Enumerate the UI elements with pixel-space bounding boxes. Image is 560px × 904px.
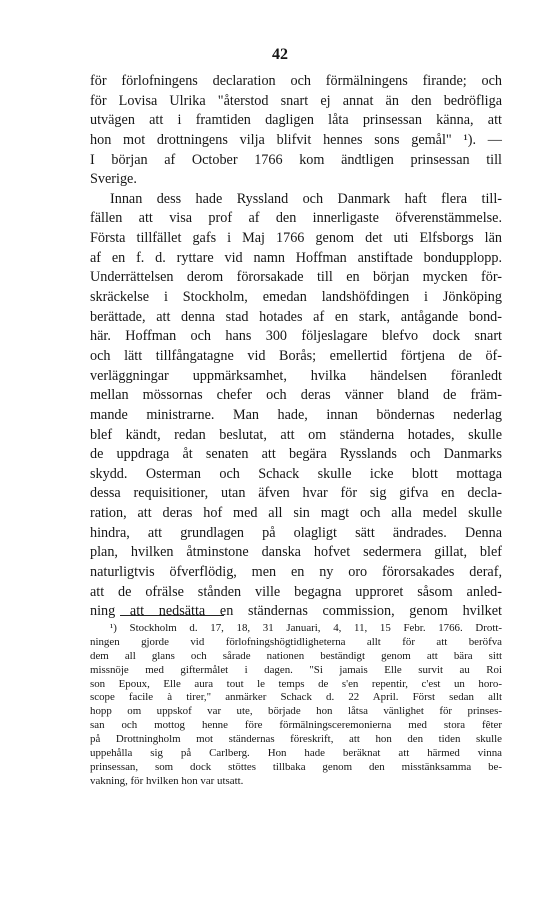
footnote-line: scope facile à tirer," anmärker Schack d. 22 April. Först sedan allt bbox=[90, 691, 502, 704]
body-line: skräckelse i Stockholm, emedan landshöfdingen i Jönköping bbox=[90, 289, 502, 306]
body-line: naturligtvis öfverflödig, men en ny oro förorsakades deraf, bbox=[90, 564, 502, 581]
footnote-line: missnöje med giftermålet i dagen. "Si jamais Elle survit au Roi bbox=[90, 663, 502, 676]
footnote-line: på Drottningholm mot ständernas föreskrift, att hon den tiden skulle bbox=[90, 733, 502, 746]
body-line: de uppdraga åt senaten att begära Rysslands och Danmarks bbox=[90, 446, 502, 463]
body-line: Första tillfället gafs i Maj 1766 genom det uti Elfsborgs län bbox=[90, 230, 502, 247]
body-line: för förlofningens declaration och förmälningens firande; och bbox=[90, 73, 502, 89]
page-number: 42 bbox=[272, 46, 288, 63]
body-line: utvägen att i framtiden dagligen låta prinsessan känna, att bbox=[90, 112, 502, 129]
footnote-line: ¹) Stockholm d. 17, 18, 31 Januari, 4, 11, 15 Febr. 1766. Drott- bbox=[110, 622, 502, 634]
footnote-line: san och mottog henne före förmälningsceremonierna med stora fêter bbox=[90, 719, 502, 732]
body-line: skydd. Osterman och Schack skulle icke blott mottaga bbox=[90, 465, 502, 482]
body-line: Innan dess hade Ryssland och Danmark haft flera till- bbox=[110, 190, 502, 207]
footnote-line: ningen gjorde vid förlofningshögtidligheterna allt för att beröfva bbox=[90, 635, 502, 648]
body-line: här. Hoffman och hans 300 följeslagare blefvo dock snart bbox=[90, 328, 502, 345]
footnote bbox=[90, 622, 502, 789]
body-line: hindra, att grundlagen på olagligt sätt ändrades. Denna bbox=[90, 524, 502, 541]
footnote-line: son Epoux, Elle aura tout le temps de s'en repentir, c'est un horo- bbox=[90, 677, 502, 690]
footnote-line: uppehålla sig på Carlberg. Hon hade beräknat att härmed vinna bbox=[90, 747, 502, 760]
body-line: berättade, att denna stad hotades af en stark, antågande bond- bbox=[90, 308, 502, 325]
body-line: fällen att visa prof af den innerligaste öfverenstämmelse. bbox=[90, 210, 502, 227]
body-line: mellan mössornas chefer och deras vänner bland de främ- bbox=[90, 387, 502, 404]
body-line: plan, hvilken åtminstone danska hofvet sedermera gillat, blef bbox=[90, 544, 502, 561]
footnote-divider bbox=[120, 615, 224, 616]
body-text bbox=[90, 72, 502, 622]
footnote-line: hopp om uppskof var ute, började hon låtsa vänlighet för prinses- bbox=[90, 705, 502, 718]
body-line: hon mot drottningens vilja blifvit hennes sons gemål" ¹). — bbox=[90, 131, 502, 148]
body-line: ration, att deras hof med all sin magt och alla medel skulle bbox=[90, 505, 502, 522]
footnote-line: dem all glans och sårade nationen beständigt genom att bära sitt bbox=[90, 649, 502, 662]
body-line: verläggningar uppmärksamhet, hvilka händelsen föranledt bbox=[90, 367, 502, 384]
body-line: af en f. d. ryttare vid namn Hoffman anstiftade bondupplopp. bbox=[90, 249, 502, 266]
body-line: ning att nedsätta en ständernas commission, genom hvilket bbox=[90, 603, 502, 620]
footnote-line: prinsessan, som dock stöttes tillbaka genom den misstänksamma be- bbox=[90, 760, 502, 773]
body-line: dessa requisitioner, utan äfven hvar för sig gifva en decla- bbox=[90, 485, 502, 502]
body-line: Underrättelsen derom förorsakade till en början mycken för- bbox=[90, 269, 502, 286]
body-line: mande ministrarne. Man hade, innan böndernas nederlag bbox=[90, 406, 502, 423]
body-line: I början af October 1766 kom ändtligen prinsessan till bbox=[90, 151, 502, 168]
body-line: att de ofrälse stånden ville begagna upproret såsom anled- bbox=[90, 583, 502, 600]
body-line: blef kändt, redan beslutat, att om ständerna hotades, skulle bbox=[90, 426, 502, 443]
body-line: för Lovisa Ulrika "återstod snart ej annat än den bedröfliga bbox=[90, 92, 502, 109]
footnote-line: vakning, för hvilken hon var utsatt. bbox=[90, 774, 244, 787]
body-line: och lätt tillfångatagne vid Borås; emellertid förtjena de öf- bbox=[90, 347, 502, 364]
body-line: Sverige. bbox=[90, 171, 137, 188]
